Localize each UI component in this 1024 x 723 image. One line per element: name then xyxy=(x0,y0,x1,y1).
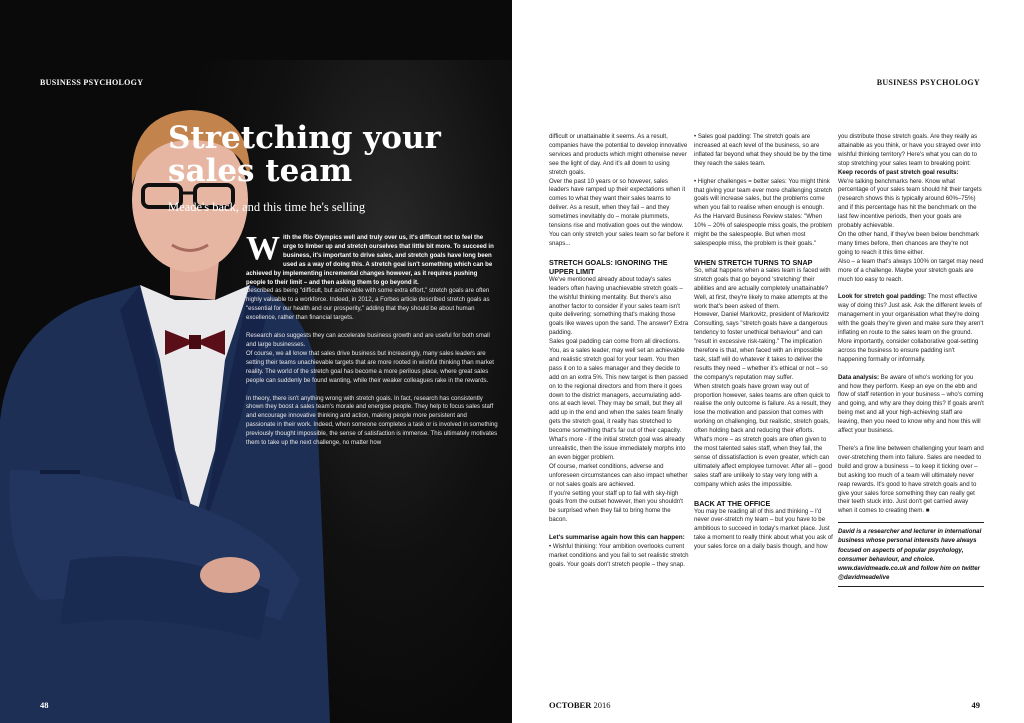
article-column-1 xyxy=(549,133,689,570)
headline-line2: sales team xyxy=(168,153,353,189)
page-number-right: 49 xyxy=(971,700,980,710)
paragraph: difficult or unattainable it seems. As a result, companies have the potential to develop innovative services and products which might otherwise never see the light of day. And it's all down to using stretch goals. xyxy=(549,133,688,176)
section-label: BUSINESS PSYCHOLOGY xyxy=(876,78,980,87)
subheading: STRETCH GOALS: IGNORING THE UPPER LIMIT xyxy=(549,257,668,276)
paragraph: There's a fine line between challenging your team and over-stretching them into failure. Sales are needed to build and grow a business – to keep it ticking over – but asking too much of a team will ultimately never reap rewards. It's good to have stretch goals and to give your sales force something they can really get their teeth stuck into. Just don't get carried away when it comes to creating them. ■ xyxy=(838,445,984,515)
paragraph: We're talking benchmarks here. Know what percentage of your sales team should hit their targets (research shows this is typically around 60%–75%) and if this percentage has hit the benchmark on the last few incentive periods, then your goals are probably achievable. xyxy=(838,177,982,230)
intro-paragraph xyxy=(246,230,498,287)
paragraph: You may be reading all of this and thinking – I'd never over-stretch my team – but you have to be ambitious to succeed in today's market place. Just take a moment to really think about what you ask of your sales force on a daily basis though, and how xyxy=(694,507,833,551)
tip-paragraph: Data analysis: Be aware of who's working for you and how they perform. Keep an eye on the ebb and flow of staff retention in your business – who's coming and going, and why are they doing this? If goals aren't being met and all your high-achieving staff are leaving, then you need to know why and how this will affect your business. xyxy=(838,373,984,435)
left-article-column xyxy=(246,230,498,448)
issue-date: OCTOBER 2016 xyxy=(549,700,611,710)
paragraph: However, Daniel Markovitz, president of Markovitz Consulting, says "stretch goals have a dangerous tendency to foster unethical behaviour" and can "result in excessive risk-taking." The implication therefore is that, when faced with an impossible task, staff will do whatever it takes to deliver the results they need – whether it's ethical or not – so the company's reputation may suffer. xyxy=(694,311,830,381)
bullet-item: • Higher challenges = better sales: You might think that giving your team ever more challenging stretch goals will increase sales, but the problems come when you fail to realise when enough is enough. xyxy=(694,177,833,212)
paragraph: On the other hand, if they've been below benchmark many times before, then chances are they're not going to reach it this time either. xyxy=(838,230,980,256)
paragraph: What's more – as stretch goals are often given to the most talented sales staff, when they fail, the sense of dissatisfaction is even greater, which can ultimately affect employee turnover. After all – good sales staff are unlikely to stay very long with a company which asks the impossible. xyxy=(694,436,833,488)
subheading: WHEN STRETCH TURNS TO SNAP xyxy=(694,257,813,267)
section-label: BUSINESS PSYCHOLOGY xyxy=(40,78,144,87)
paragraph: In theory, there isn't anything wrong with stretch goals. In fact, research has consistently shown they boost a sales team's morale and energise people. They help to focus sales staff and encourage innovative thinking and action, making people more persistent and passionate in their work. Indeed, when someone completes a task or is involved in something previously thought impossible, the sense of satisfaction is immense. This ultimately motivates them to take up the next challenge, no matter how xyxy=(246,394,498,447)
dropcap: W xyxy=(246,230,280,267)
paragraph: So, what happens when a sales team is faced with stretch goals that go beyond 'stretching' their abilities and are actually completely unattainable? Well, at first, they're likely to make attempts at the work that's been asked of them. xyxy=(694,266,831,310)
paragraph: As the Harvard Business Review states: "When 10% – 20% of salespeople miss goals, the problem might be the salespeople. But when most salespeople miss, the problem is their goals." xyxy=(694,213,833,247)
paragraph: If you're setting your staff up to fail with sky-high goals from the outset however, then you shouldn't be surprised when they fail to bring home the bacon. xyxy=(549,489,683,524)
headline xyxy=(168,122,498,188)
right-page xyxy=(512,0,1024,723)
paragraph: Of course, we all know that sales drive business but increasingly, many sales leaders are setting their teams unachievable targets that are more rooted in wishful thinking than market reality. The world of the stretch goal has become a more perilous place, where great sales people can suddenly be found wanting, while their weaker colleagues rake in the rewards. xyxy=(246,349,494,384)
paragraph: Research also suggests they can accelerate business growth and are useful for both small and large businesses. xyxy=(246,332,490,348)
paragraph: When stretch goals have grown way out of proportion however, sales teams are often quick to realise the only outcome is failure. As a result, they lose the motivation and passion that comes with working on challenging, but realistic, stretch goals, often holding back and reducing their efforts. xyxy=(694,382,832,435)
paragraph: We've mentioned already about today's sales leaders often having unachievable stretch goals – the wishful thinking mentality. But there's also another factor to consider if your sales team isn't quite delivering; something that's making those goals like waves upon the sand. The answer? Extra padding. xyxy=(549,275,689,337)
paragraph: you distribute those stretch goals. Are they really as attainable as you think, or have you strayed over into wishful thinking territory? Here's what you can do to stop stretching your sales team to breaking point: xyxy=(838,133,981,167)
summary-heading: Let's summarise again how this can happen: xyxy=(549,534,685,542)
paragraph: Also – a team that's always 100% on target may need more of a challenge. Maybe your stretch goals are much too easy to reach. xyxy=(838,257,984,283)
article-column-2 xyxy=(694,133,834,552)
subheading: BACK AT THE OFFICE xyxy=(694,498,771,508)
paragraph: Of course, market conditions, adverse and unforeseen circumstances can also impact whether or not sales goals are achieved. xyxy=(549,462,688,488)
paragraph: Described as being "difficult, but achievable with some extra effort," stretch goals are often highly valuable to a workforce. Indeed, in 2012, a Forbes article described stretch goals as "essential for our health and our prosperity," adding that they should be about human excellence, rather than financial targets. xyxy=(246,287,490,322)
paragraph: Sales goal padding can come from all directions. You, as a sales leader, may well set an achievable and realistic stretch goal for your team. You then pass it on to a sales manager and they decide to add on an extra 5%. This new target is then passed on to the regional directors and from there it goes down to the district managers, accumulating add-ons at each level. They may be small, but they all add up in the end and when the sales team finally gets the stretch goal, it really has stretched to become something that's far out of their capacity. xyxy=(549,338,688,435)
bullet-item: • Wishful thinking: Your ambition overlooks current market conditions and you fail to set realistic stretch goals. Your goals don't stretch people – they snap. xyxy=(549,543,689,568)
subhead: Meade's back, and this time he's selling xyxy=(168,200,366,214)
page-number-left: 48 xyxy=(40,700,49,710)
article-column-3 xyxy=(838,133,984,587)
author-bio: David is a researcher and lecturer in international business whose personal interests have always focused on aspects of popular psychology, consumer behaviour, and choice. www.davidmeade.co.uk and follow him on twitter @davidmeadelive xyxy=(838,522,984,587)
tip-heading: Keep records of past stretch goal results: xyxy=(838,168,959,176)
intro-text: ith the Rio Olympics well and truly over us, it's difficult not to feel the urge to limber up and stretch ourselves that little bit more. To succeed in business, it's important to drive sales, and stretch goals have long been used as a way of doing this. A stretch goal isn't something which can be achieved by implementing incremental changes however, as it requires pushing people to their limit – and then asking them to go beyond it. xyxy=(246,234,494,286)
paragraph: What's more - if the initial stretch goal was already unrealistic, then the issue immediately morphs into an even bigger problem. xyxy=(549,436,686,461)
bullet-item: • Sales goal padding: The stretch goals are increased at each level of the business, so are inflated far beyond what they should be by the time they reach the sales team. xyxy=(694,133,832,167)
headline-line1: Stretching your xyxy=(168,120,441,156)
tip-paragraph: Look for stretch goal padding: The most effective way of doing this? Just ask. Ask the different levels of management in your organisation what they're doing with the goals they're given and make sure they aren't inflating en route to the sales team on the ground. More importantly, consider collaborative goal-setting across the business to ensure padding isn't happening formally or informally. xyxy=(838,293,984,363)
paragraph: Over the past 10 years or so however, sales leaders have ramped up their expectations when it comes to what they want their sales teams to deliver. As a result, when they fail – and they sometimes inevitably do – morale plummets, tensions rise and motivation goes out the window. You can only stretch your sales team so far before it snaps... xyxy=(549,177,690,247)
